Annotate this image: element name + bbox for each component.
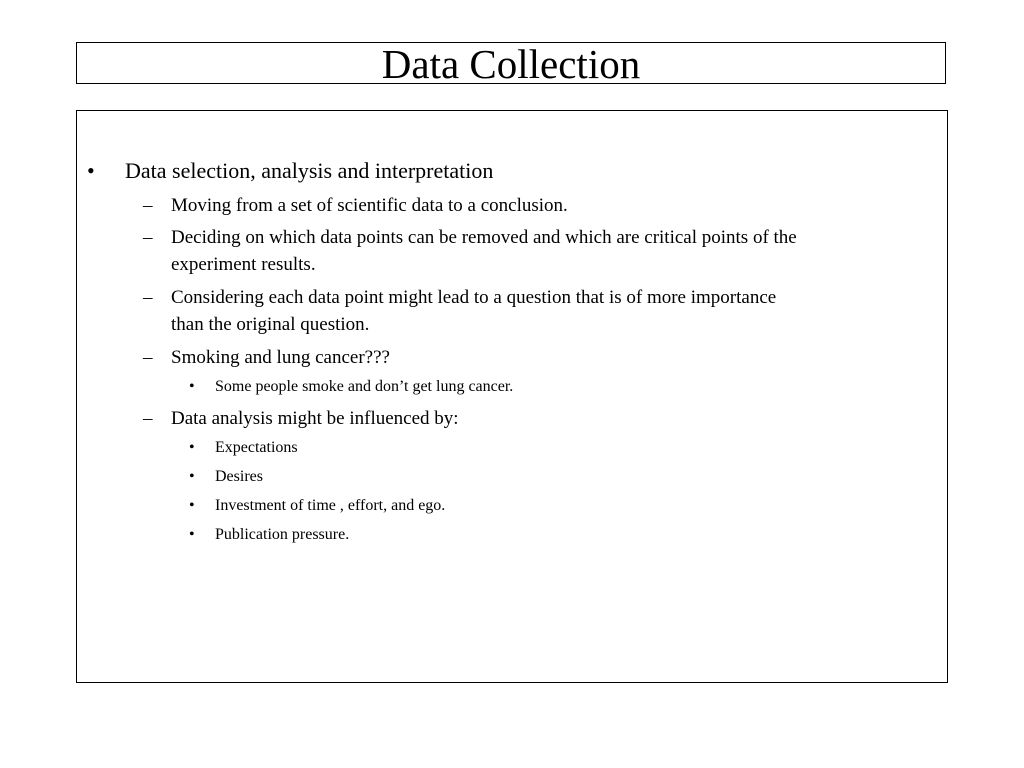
bullet-list <box>77 111 947 682</box>
bullet-marker: • <box>189 497 195 514</box>
sub-sub-bullet-text: Expectations <box>215 439 298 456</box>
sub-bullet-text: Smoking and lung cancer??? <box>171 347 390 368</box>
dash-marker: – <box>143 287 153 308</box>
sub-bullet-text-line-2: experiment results. <box>171 254 316 275</box>
bullet-marker: • <box>189 439 195 456</box>
sub-sub-bullet-text: Publication pressure. <box>215 526 350 543</box>
sub-sub-bullet-text: Some people smoke and don’t get lung cancer. <box>215 378 514 395</box>
dash-marker: – <box>143 408 153 429</box>
dash-marker: – <box>143 347 153 368</box>
dash-marker: – <box>143 195 153 216</box>
sub-bullet-text-line-2: than the original question. <box>171 314 370 335</box>
sub-bullet-text: Moving from a set of scientific data to a conclusion. <box>171 195 568 216</box>
sub-sub-bullet-text: Desires <box>215 468 263 485</box>
slide-title: Data Collection <box>381 41 641 87</box>
bullet-marker: • <box>189 468 195 485</box>
dash-marker: – <box>143 227 153 248</box>
slide-title-box <box>76 41 946 87</box>
sub-sub-bullet-text: Investment of time , effort, and ego. <box>215 497 446 514</box>
slide-content-box <box>76 110 948 683</box>
sub-bullet-text: Data analysis might be influenced by: <box>171 408 459 429</box>
sub-bullet-text-line-1: Deciding on which data points can be removed and which are critical points of the <box>171 227 797 248</box>
bullet-marker: • <box>87 158 95 183</box>
bullet-text: Data selection, analysis and interpretation <box>125 158 494 183</box>
sub-bullet-text-line-1: Considering each data point might lead to a question that is of more importance <box>171 287 777 308</box>
bullet-marker: • <box>189 526 195 543</box>
bullet-marker: • <box>189 378 195 395</box>
